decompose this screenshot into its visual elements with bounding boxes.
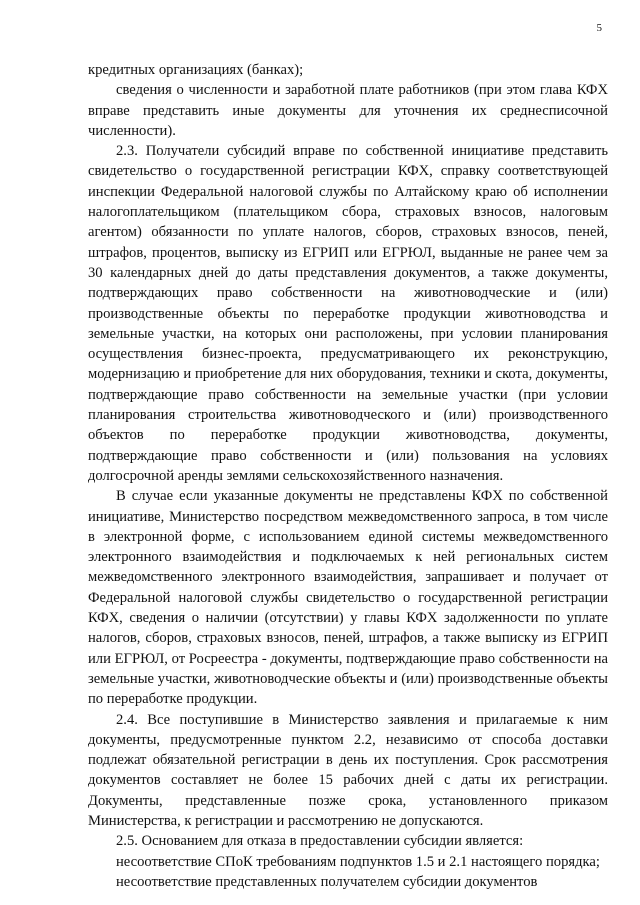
paragraph-2-5: 2.5. Основанием для отказа в предоставлении субсидии является: xyxy=(116,833,524,850)
paragraph-spok-mismatch: несоответствие СПоК требованиям подпунктов 1.5 и 2.1 настоящего порядка; xyxy=(116,853,600,870)
paragraph-2-3: 2.3. Получатели субсидий вправе по собственной инициативе представить свидетельство о государственной регистрации КФХ, справку соответствующей инспекции Федеральной налоговой службы по Алтайскому краю об исполнении налогоплательщиком (плательщиком сбора, страховых взносов, налоговым агентом) обязанности по уплате налогов, сборов, страховых взносов, пеней, штрафов, процентов, выписку из ЕГРИП или ЕГРЮЛ, выданные не ранее чем за 30 календарных дней до даты представления документов, а также документы, подтверждающих право собственности на животноводческие и (или) производственные объекты по переработке продукции животноводства и земельные участки, на которых они расположены, при условии планирования осуществления бизнес-проекта, предусматривающего их реконструкцию, модернизацию и приобретение для них оборудования, техники и скота, документы, подтверждающие право собственности на земельные участки (при условии планирования строительства животноводческого и (или) производственного объектов по переработке продукции животноводства, документы, подтверждающие право собственности и (или) пользования на условиях долгосрочной аренды землями сельскохозяйственного назначения. xyxy=(88,143,608,484)
paragraph-credit-organizations: кредитных организациях (банках); xyxy=(88,62,304,78)
paragraph-2-4: 2.4. Все поступившие в Министерство заявления и прилагаемые к ним документы, предусмотренные пунктом 2.2, независимо от способа доставки подлежат обязательной регистрации в день их поступления. Срок рассмотрения документов составляет не более 15 рабочих дней с даты их регистрации. Документы, представленные позже срока, установленного приказом Министерства, к регистрации и рассмотрению не допускаются. xyxy=(88,711,608,829)
page-number: 5 xyxy=(596,22,602,34)
paragraph-documents-mismatch: несоответствие представленных получателем субсидии документов xyxy=(116,873,538,890)
paragraph-employee-info: сведения о численности и заработной плате работников (при этом глава КФХ вправе представить иные документы для уточнения их среднесписочной численности). xyxy=(88,82,608,139)
document-body xyxy=(88,60,608,892)
paragraph-interagency-request: В случае если указанные документы не представлены КФХ по собственной инициативе, Министерство посредством межведомственного запроса, в том числе в электронной форме, с использованием единой системы межведомственного электронного взаимодействия и подключаемых к ней региональных систем межведомственного электронного взаимодействия, запрашивает и получает от Федеральной налоговой службы свидетельство о государственной регистрации КФХ, сведения о наличии (отсутствии) у главы КФХ задолженности по уплате налогов, сборов, страховых взносов, пеней, штрафов, а также выписку из ЕГРИП или ЕГРЮЛ, от Росреестра - документы, подтверждающие право собственности на земельные участки, животноводческие объекты и (или) производственные объекты по переработке продукции. xyxy=(88,488,608,708)
